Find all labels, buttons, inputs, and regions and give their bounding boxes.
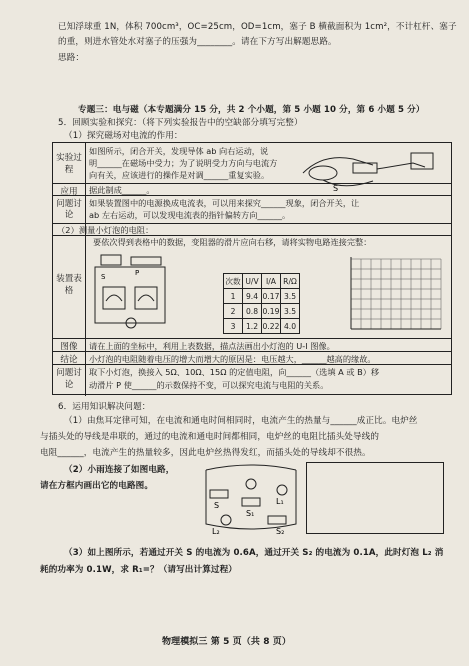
section-title: 专题三：电与磁（本专题满分 15 分，共 2 个小题，第 5 小题 10 分，第 6 小题 5 分） [78, 105, 425, 115]
cell: 0.19 [262, 304, 281, 319]
svg-text:L₂: L₂ [212, 527, 220, 536]
motor-apparatus-figure [293, 145, 443, 193]
question-5-intro: 5．回顾实验和探究：（将下列实验报告中的空缺部分填写完整） [58, 118, 303, 128]
row-label-procedure: 实验过程 [56, 153, 82, 175]
thinking-label: 思路： [58, 53, 85, 63]
row-label-discussion: 问题讨论 [56, 199, 82, 220]
cell: 0.22 [262, 319, 281, 334]
discussion-text-1: 如果装置图中的电源换成电流表，可以用来探究______现象，闭合开关，让 [89, 198, 360, 208]
cell: 1 [224, 289, 243, 304]
header-current: I/A [262, 274, 281, 289]
q6-part2-line2: 请在方框内画出它的电路图。 [40, 481, 154, 491]
svg-text:S: S [214, 501, 220, 510]
svg-text:S: S [101, 273, 106, 281]
svg-text:S₂: S₂ [276, 527, 285, 536]
procedure-text-3: 向有关，应该进行的操作是对调______重复实验。 [89, 170, 270, 180]
lamp-discussion-text-2: 动滑片 P 使______的示数保持不变，可以探究电流与电阻的关系。 [89, 380, 329, 390]
experiment-report-table [52, 142, 452, 395]
question-continuation-line: 的重，则进水管处水对塞子的压强为________。请在下方写出解题思路。 [58, 37, 337, 47]
svg-text:S₁: S₁ [246, 509, 255, 518]
lamp-intro: 要依次得到表格中的数据，变阻器的滑片应向右移，请将实物电路连接完整： [93, 237, 372, 247]
sub-question-2: （2）测量小灯泡的电阻： [57, 225, 154, 235]
header-count: 次数 [224, 274, 243, 289]
q6-part3-line2: 耗的功率为 0.1W，求 R₁=？（请写出计算过程） [40, 565, 237, 575]
row-label-lamp-discussion: 问题讨论 [56, 368, 82, 390]
cell: 4.0 [281, 319, 300, 334]
question-6-heading: 6．运用知识解决问题： [58, 402, 151, 412]
q6-part2-line1: （2）小雨连接了如图电路， [64, 465, 175, 475]
graph-instruction: 请在上面的坐标中，利用上表数据，描点法画出小灯泡的 U-I 图像。 [89, 341, 335, 351]
row-label-conclusion: 结论 [60, 355, 78, 365]
cell: 3.5 [281, 304, 300, 319]
switch-s-label: S [333, 184, 339, 193]
q6-part1-line3: 电阻______，电流产生的热量较多，因此电炉丝热得发红，而插头处的导线却不很热。 [40, 448, 371, 458]
row-label-setup: 装置表格 [56, 274, 82, 296]
cell: 1.2 [243, 319, 262, 334]
question-continuation-line: 已知浮球重 1N，体积 700cm³，OC=25cm，OD=1cm，塞子 B 横截面积为 1cm²，不计杠杆、塞子 [58, 22, 457, 32]
q6-part1-line2: 与插头处的导线是串联的，通过的电流和通电时间都相同，电炉丝的电阻比插头处导线的 [40, 432, 380, 442]
measurement-table [223, 273, 300, 334]
discussion-text-2: ab 左右运动，可以发现电流表的指针偏转方向______。 [89, 210, 291, 220]
row-label-graph: 图像 [60, 342, 78, 352]
sub-question-1: （1）探究磁场对电流的作用： [64, 131, 183, 141]
page-footer: 物理模拟三 第 5 页（共 8 页） [162, 637, 291, 647]
cell: 3.5 [281, 289, 300, 304]
cell: 3 [224, 319, 243, 334]
circuit-answer-box[interactable] [306, 462, 444, 534]
procedure-text-2: 明______在磁场中受力；为了说明受力方向与电流方 [89, 158, 278, 168]
q6-circuit-figure [196, 460, 306, 536]
cell: 0.8 [243, 304, 262, 319]
row-label-application: 应用 [60, 187, 78, 197]
cell: 9.4 [243, 289, 262, 304]
svg-text:P: P [135, 269, 140, 277]
application-text: 据此制成______。 [89, 185, 155, 195]
svg-text:L₁: L₁ [276, 497, 284, 506]
header-resistance: R/Ω [281, 274, 300, 289]
lamp-circuit-figure [91, 251, 173, 335]
u-i-graph-grid [345, 253, 445, 335]
cell: 0.17 [262, 289, 281, 304]
conclusion-text: 小灯泡的电阻随着电压的增大而增大的原因是：电压越大，______越高的缘故。 [89, 354, 376, 364]
q6-part3-line1: （3）如上图所示，若通过开关 S 的电流为 0.6A，通过开关 S₂ 的电流为 0.1A，此时灯泡 L₂ 消 [64, 548, 444, 558]
procedure-text-1: 如图所示，闭合开关，发现导体 ab 向右运动，说 [89, 146, 269, 156]
lamp-discussion-text-1: 取下小灯泡，换接入 5Ω、10Ω、15Ω 的定值电阻，向______（选填 A 或 B）移 [89, 367, 380, 377]
q6-part1-line1: （1）由焦耳定律可知，在电流和通电时间相同时，电流产生的热量与______成正比。电炉丝 [64, 416, 418, 426]
cell: 2 [224, 304, 243, 319]
header-voltage: U/V [243, 274, 262, 289]
